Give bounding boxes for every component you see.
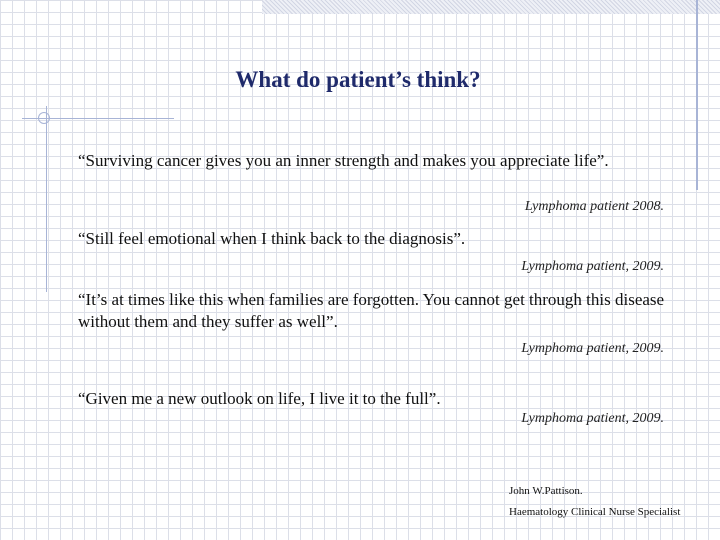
signature-name: John W.Pattison. [509,485,583,497]
decorative-right-rule [696,0,698,190]
decorative-top-band [262,0,720,14]
quote-2-attribution: Lymphoma patient, 2009. [521,259,664,274]
quote-1-attribution: Lymphoma patient 2008. [524,199,664,214]
slide-title: What do patient’s think? [235,67,481,92]
quote-3: “It’s at times like this when families are forgotten. You cannot get through this disease without them and they suffer as well”. [78,290,665,331]
quote-3-attribution: Lymphoma patient, 2009. [521,341,664,356]
quote-2: “Still feel emotional when I think back to the diagnosis”. [78,229,466,248]
quote-4-attribution: Lymphoma patient, 2009. [521,411,664,426]
decorative-vertical-rule [46,106,47,292]
decorative-circle-icon [38,112,50,124]
quote-4: “Given me a new outlook on life, I live it to the full”. [78,389,441,408]
quote-1: “Surviving cancer gives you an inner strength and makes you appreciate life”. [78,151,609,170]
signature-role: Haematology Clinical Nurse Specialist [509,506,681,518]
